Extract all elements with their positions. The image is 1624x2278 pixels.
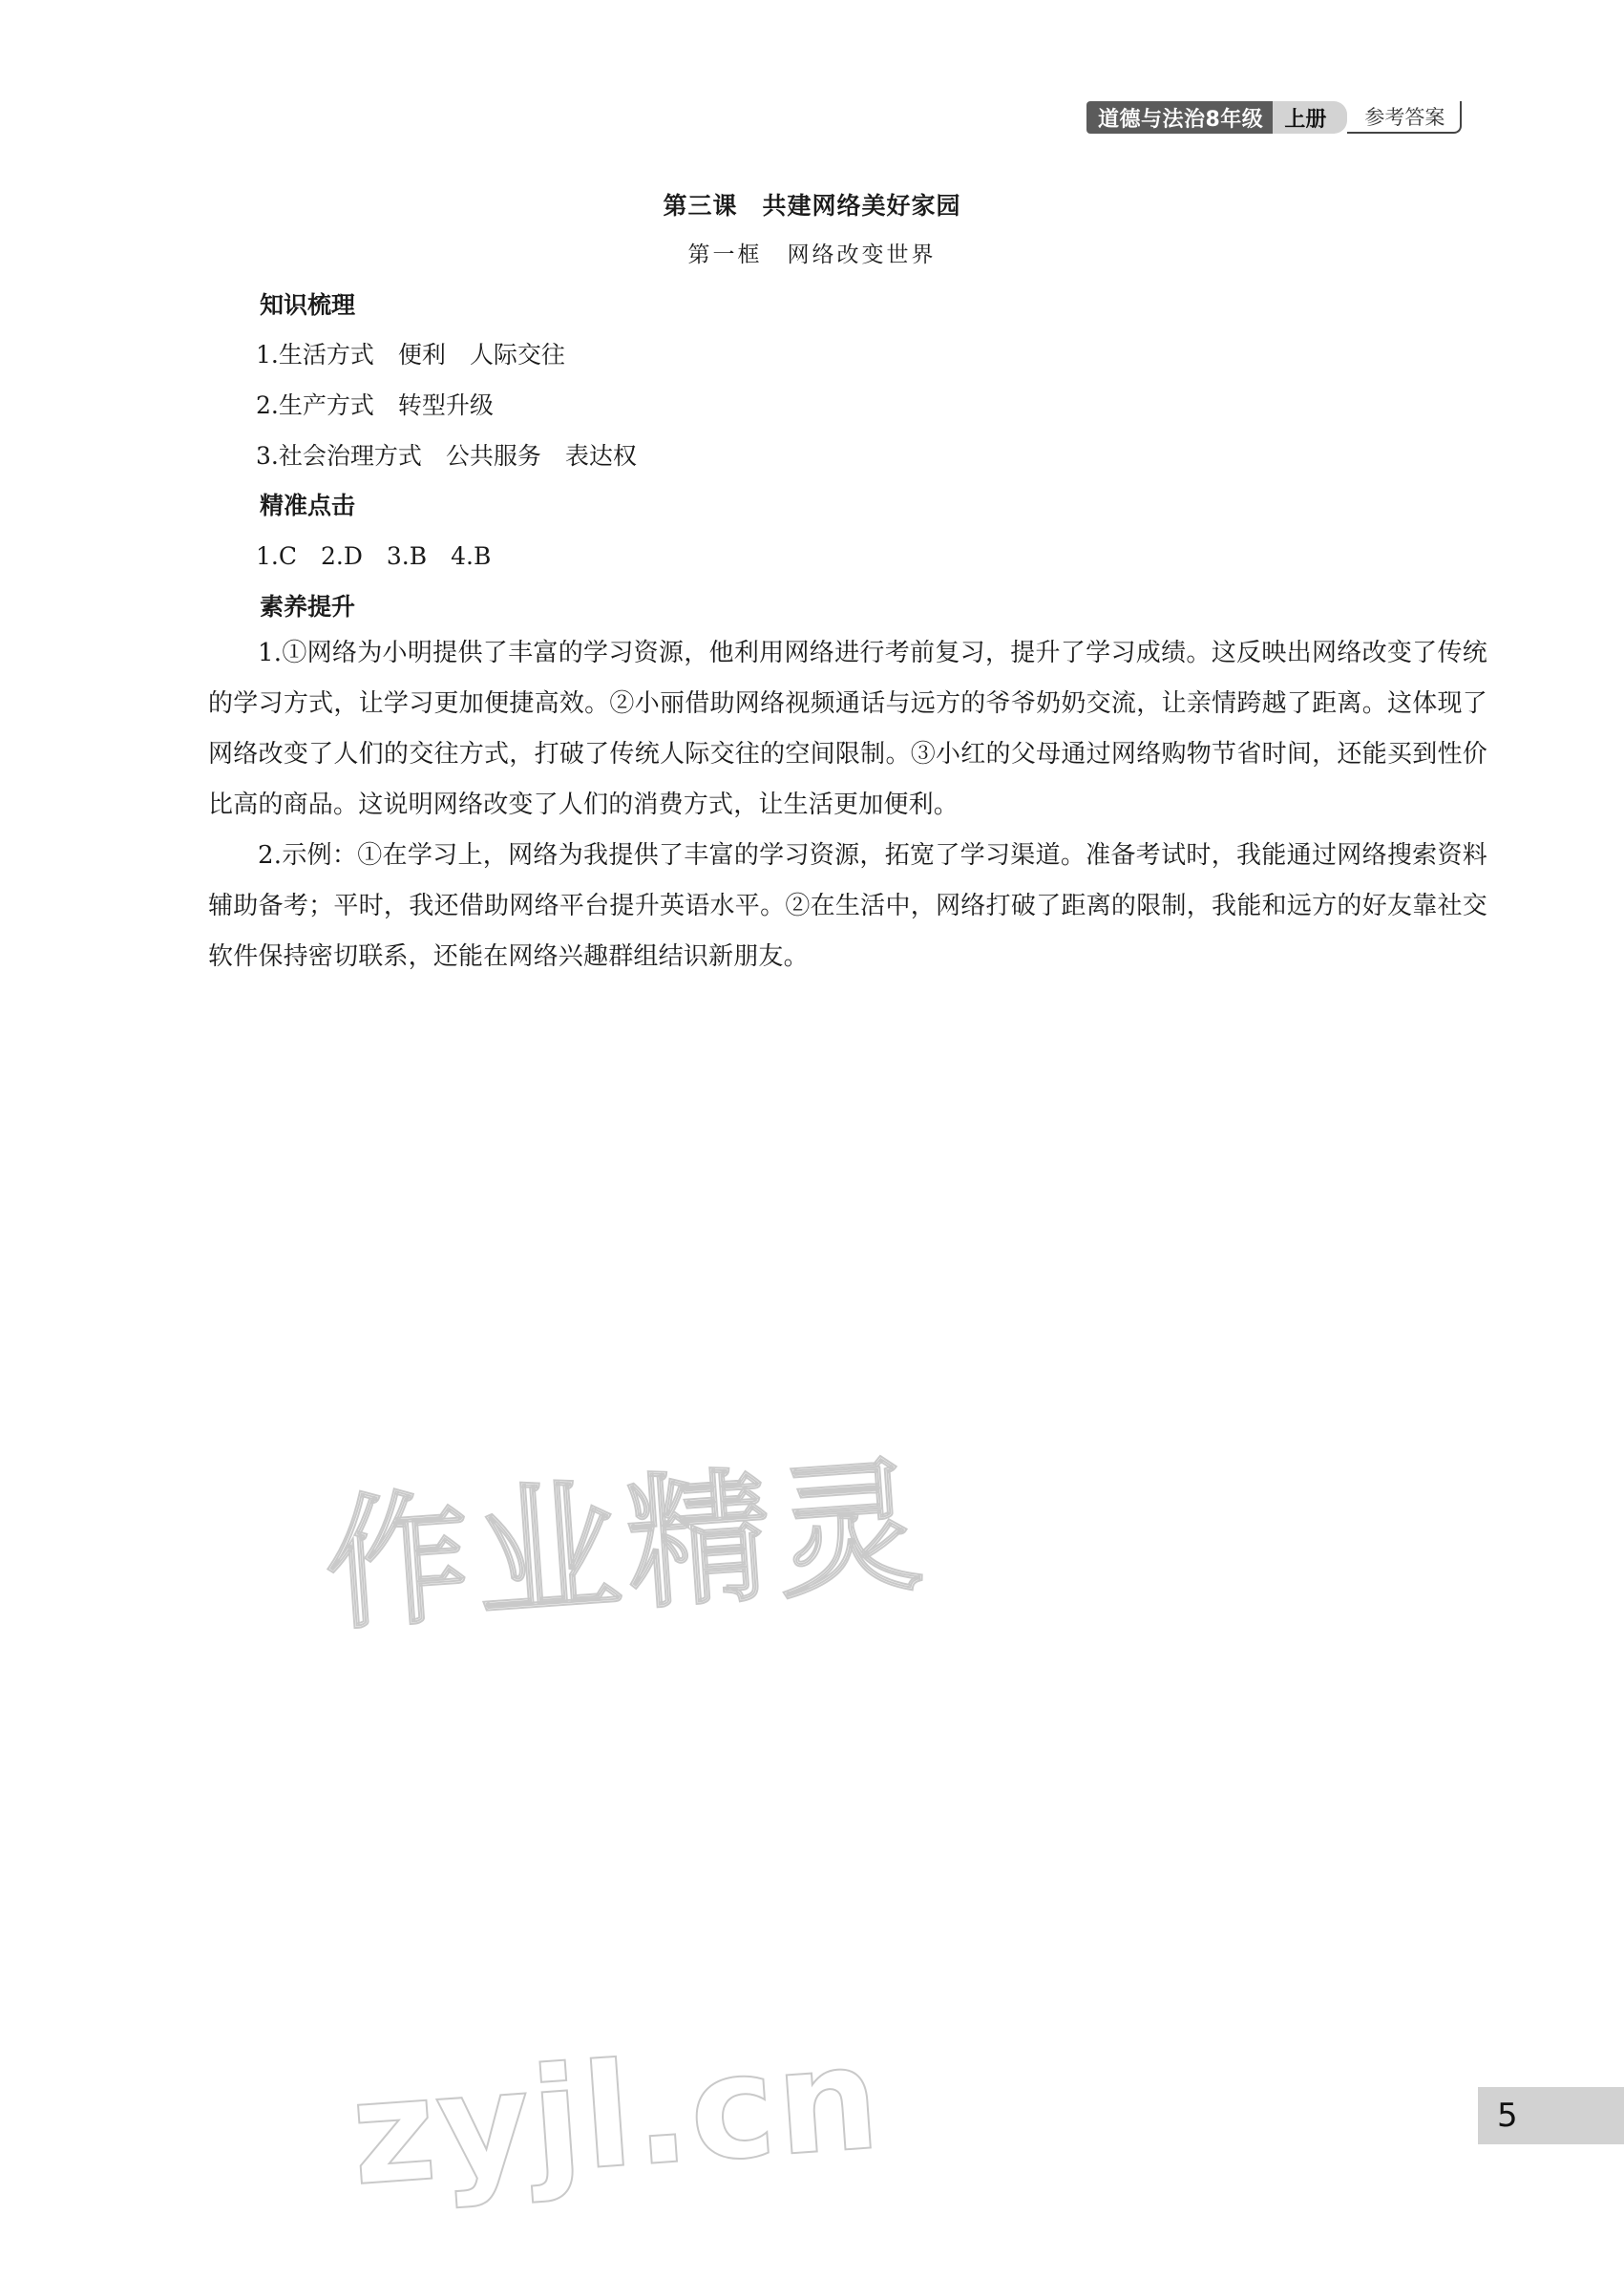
subject-label: 道德与法治8年级	[1086, 101, 1273, 134]
watermark-url: zyjl.cn	[346, 2014, 887, 2219]
precise-heading: 精准点击	[260, 492, 356, 519]
literacy-heading: 素养提升	[260, 593, 356, 621]
frame-title: 第一框 网络改变世界	[687, 243, 937, 267]
precise-answers: 1.C 2.D 3.B 4.B	[256, 542, 492, 570]
literacy-answer-2: 2.示例：①在学习上，网络为我提供了丰富的学习资源，拓宽了学习渠道。准备考试时，我能通过网络搜索资料辅助备考；平时，我还借助网络平台提升英语水平。②在生活中，网络打破了距离的限制，我能和远方的好友靠社交软件保持密切联系，还能在网络兴趣群组结识新朋友。	[208, 841, 1487, 971]
knowledge-item-3: 3.社会治理方式 公共服务 表达权	[256, 442, 637, 470]
answer-label: 参考答案	[1347, 101, 1462, 134]
knowledge-item-1: 1.生活方式 便利 人际交往	[256, 341, 565, 369]
lesson-title: 第三课 共建网络美好家园	[663, 192, 961, 220]
page-number: 5	[1478, 2087, 1624, 2144]
volume-label: 上册	[1273, 101, 1347, 134]
knowledge-item-2: 2.生产方式 转型升级	[256, 391, 494, 419]
watermark-logo: 作业精灵	[320, 1443, 935, 1651]
header-tag	[1086, 101, 1462, 134]
knowledge-heading: 知识梳理	[260, 291, 356, 319]
literacy-answer-1: 1.①网络为小明提供了丰富的学习资源，他利用网络进行考前复习，提升了学习成绩。这反映出网络改变了传统的学习方式，让学习更加便捷高效。②小丽借助网络视频通话与远方的爷爷奶奶交流，让亲情跨越了距离。这体现了网络改变了人们的交往方式，打破了传统人际交往的空间限制。③小红的父母通过网络购物节省时间，还能买到性价比高的商品。这说明网络改变了人们的消费方式，让生活更加便利。	[208, 639, 1487, 819]
